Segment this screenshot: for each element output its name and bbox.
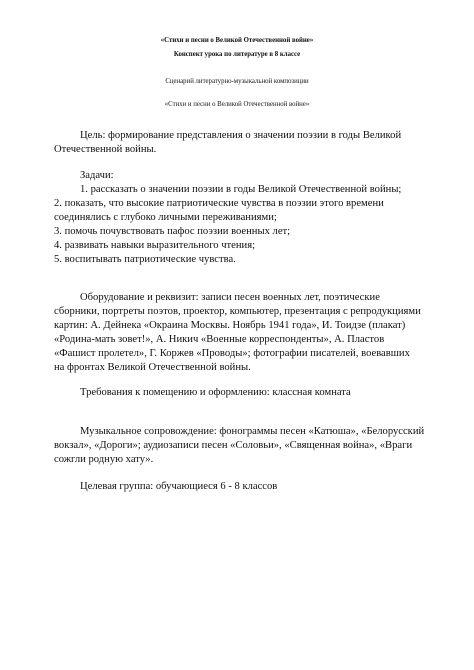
task-item: 4. развивать навыки выразительного чтения; (54, 240, 256, 251)
goal-line-2: Отечественной войны. (54, 144, 157, 155)
task-item: 2. показать, что высокие патриотические чувства в поэзии этого времени (54, 198, 384, 209)
document-subtitle: Конспект урока по литературе в 8 классе (173, 51, 301, 58)
scenario-line: Сценарий литературно-музыкальной композиции (165, 78, 309, 85)
music-line: вокзал», «Дороги»; аудиозаписи песен «Соловьи», «Священная война», «Враги (54, 440, 413, 451)
task-item: соединялись с глубоко личными переживаниями; (54, 212, 277, 223)
music-line: Музыкальное сопровождение: фонограммы песен «Катюша», «Белорусский (80, 426, 425, 437)
document-title: «Стихи и песни о Великой Отечественной войне» (160, 37, 314, 44)
scenario-title: «Стихи и песни о Великой Отечественной войне» (164, 101, 310, 108)
equipment-line: Оборудование и реквизит: записи песен военных лет, поэтические (80, 292, 380, 303)
music-line: сожгли родную хату». (54, 454, 154, 465)
equipment-line: «Фашист пролетел», Г. Коржев «Проводы»; фотографии писателей, воевавших (54, 348, 410, 359)
target-group: Целевая группа: обучающиеся 6 - 8 классов (80, 481, 278, 492)
task-item: 3. помочь почувствовать пафос поэзии военных лет; (54, 226, 291, 237)
room-requirements: Требования к помещению и оформлению: классная комната (80, 387, 351, 398)
equipment-line: «Родина-мать зовет!», А. Никич «Военные корреспонденты», А. Пластов (54, 334, 385, 345)
tasks-heading: Задачи: (80, 170, 114, 181)
task-item: 1. рассказать о значении поэзии в годы Великой Отечественной войны; (80, 184, 402, 195)
task-item: 5. воспитывать патриотические чувства. (54, 254, 236, 265)
equipment-line: картин: А. Дейнека «Окраина Москвы. Ноябрь 1941 года», И. Тоидзе (плакат) (54, 320, 406, 331)
goal-line-1: Цель: формирование представления о значении поэзии в годы Великой (80, 130, 402, 141)
equipment-line: на фронтах Великой Отечественной войны. (54, 362, 251, 373)
equipment-line: сборники, портреты поэтов, проектор, компьютер, презентация с репродукциями (54, 306, 421, 317)
